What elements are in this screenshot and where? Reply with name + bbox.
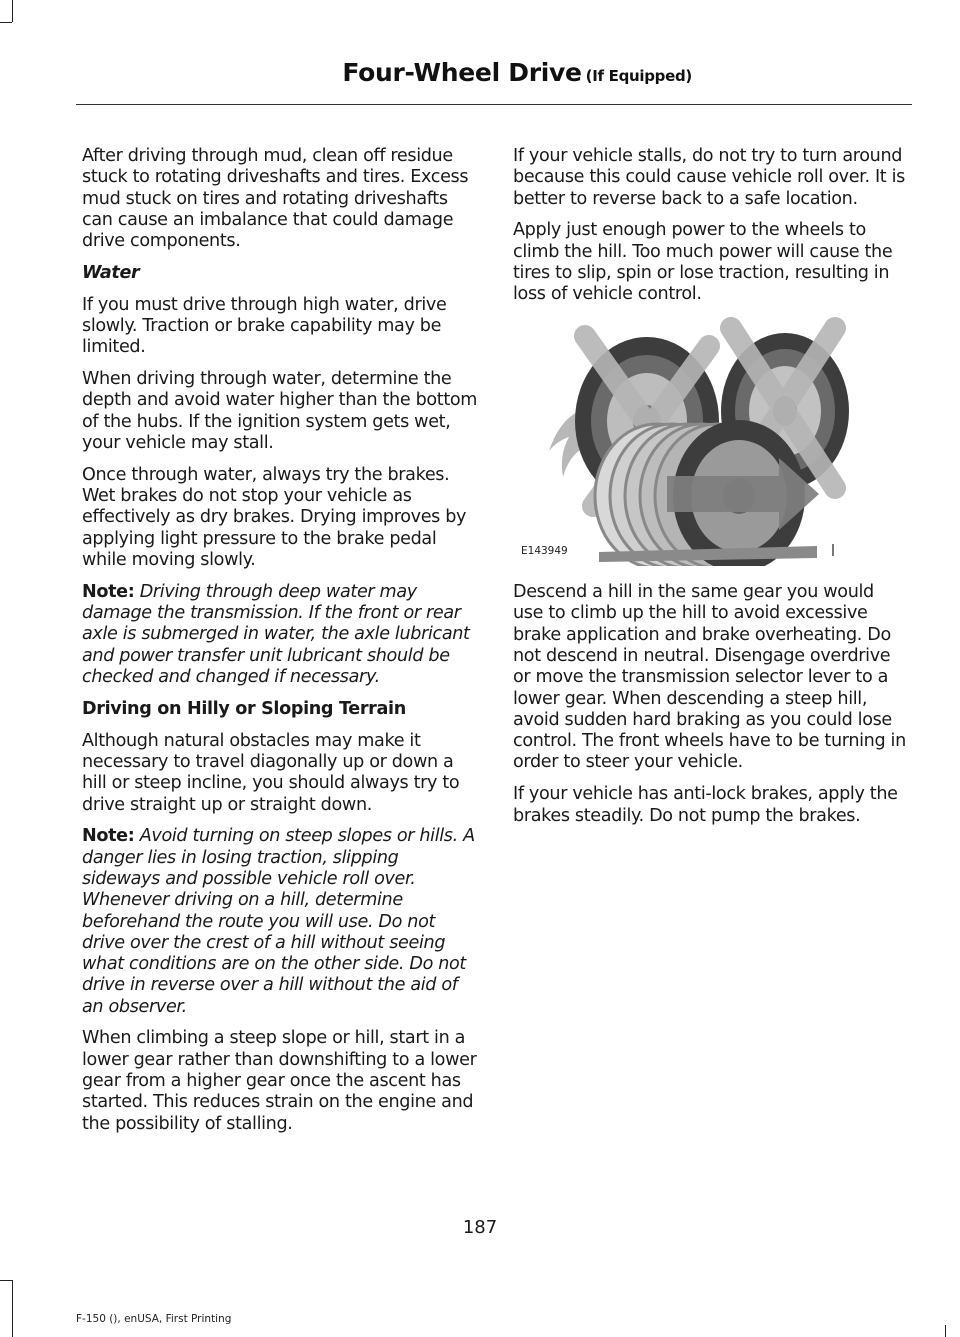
paragraph: Although natural obstacles may make it necessary to travel diagonally up or down a hill or steep incline, you should always try to drive straight up or straight down. (82, 730, 460, 815)
note (82, 826, 478, 1018)
left-column (82, 146, 478, 1145)
hilly-terrain-heading: Driving on Hilly or Sloping Terrain (82, 698, 406, 719)
paragraph: If you must drive through high water, drive slowly. Traction or brake capability may be limited. (82, 294, 447, 358)
note (82, 582, 478, 688)
right-column (513, 146, 909, 837)
paragraph: If your vehicle has anti-lock brakes, apply the brakes steadily. Do not pump the brakes. (513, 784, 898, 826)
note-text: Driving through deep water may damage the transmission. If the front or rear axle is submerged in water, the axle lubricant and power transfer unit lubricant should be checked and changed if necessary. (82, 581, 470, 688)
page-number: 187 (462, 1217, 498, 1238)
crop-mark (12, 0, 13, 22)
paragraph: When climbing a steep slope or hill, start in a lower gear rather than downshifting to a lower gear from a higher gear once the ascent has started. This reduces strain on the engine and the possibility of stalling. (82, 1028, 477, 1134)
paragraph: If your vehicle stalls, do not try to turn around because this could cause vehicle roll over. It is better to reverse back to a safe location. (513, 146, 905, 209)
crop-mark (0, 22, 12, 23)
note-label: Note: (82, 826, 135, 847)
tire-illustration-svg (517, 316, 857, 566)
paragraph: Apply just enough power to the wheels to climb the hill. Too much power will cause the tires to slip, spin or lose traction, resulting in loss of vehicle control. (513, 220, 893, 305)
note-label: Note: (82, 581, 135, 602)
page-title (342, 58, 692, 87)
hill-tire-illustration (517, 316, 857, 566)
paragraph: When driving through water, determine the depth and avoid water higher than the bottom of the hubs. If the ignition system gets wet, your vehicle may stall. (82, 369, 478, 454)
note-text: Avoid turning on steep slopes or hills. A danger lies in losing traction, slipping sideways and possible vehicle roll over. Whenever driving on a hill, determine beforehand the route you will use. Do not drive over the crest of a hill without seeing what conditions are on the other side. Do not drive in reverse over a hill without the aid of an observer. (82, 826, 475, 1017)
crop-mark (0, 1280, 13, 1281)
water-heading: Water (82, 262, 140, 283)
header-subtitle: (If Equipped) (585, 67, 692, 85)
figure-id: E143949 (521, 544, 568, 557)
header-title: Four-Wheel Drive (342, 58, 582, 87)
crop-mark (945, 1325, 946, 1337)
header-divider (76, 104, 912, 105)
paragraph: Descend a hill in the same gear you would use to climb up the hill to avoid excessive brake application and brake overheating. Do not descend in neutral. Disengage overdrive or move the transmission selector lever to a lower gear. When descending a steep hill, avoid sudden hard braking as you could lose control. The front wheels have to be turning in order to steer your vehicle. (513, 582, 906, 773)
footer-text: F-150 (), enUSA, First Printing (76, 1313, 232, 1325)
paragraph: After driving through mud, clean off residue stuck to rotating driveshafts and tires. Excess mud stuck on tires and rotating driveshafts can cause an imbalance that could damage drive components. (82, 146, 469, 252)
crop-mark (12, 1280, 13, 1337)
paragraph: Once through water, always try the brakes. Wet brakes do not stop your vehicle as effectively as dry brakes. Drying improves by applying light pressure to the brake pedal while moving slowly. (82, 464, 467, 571)
